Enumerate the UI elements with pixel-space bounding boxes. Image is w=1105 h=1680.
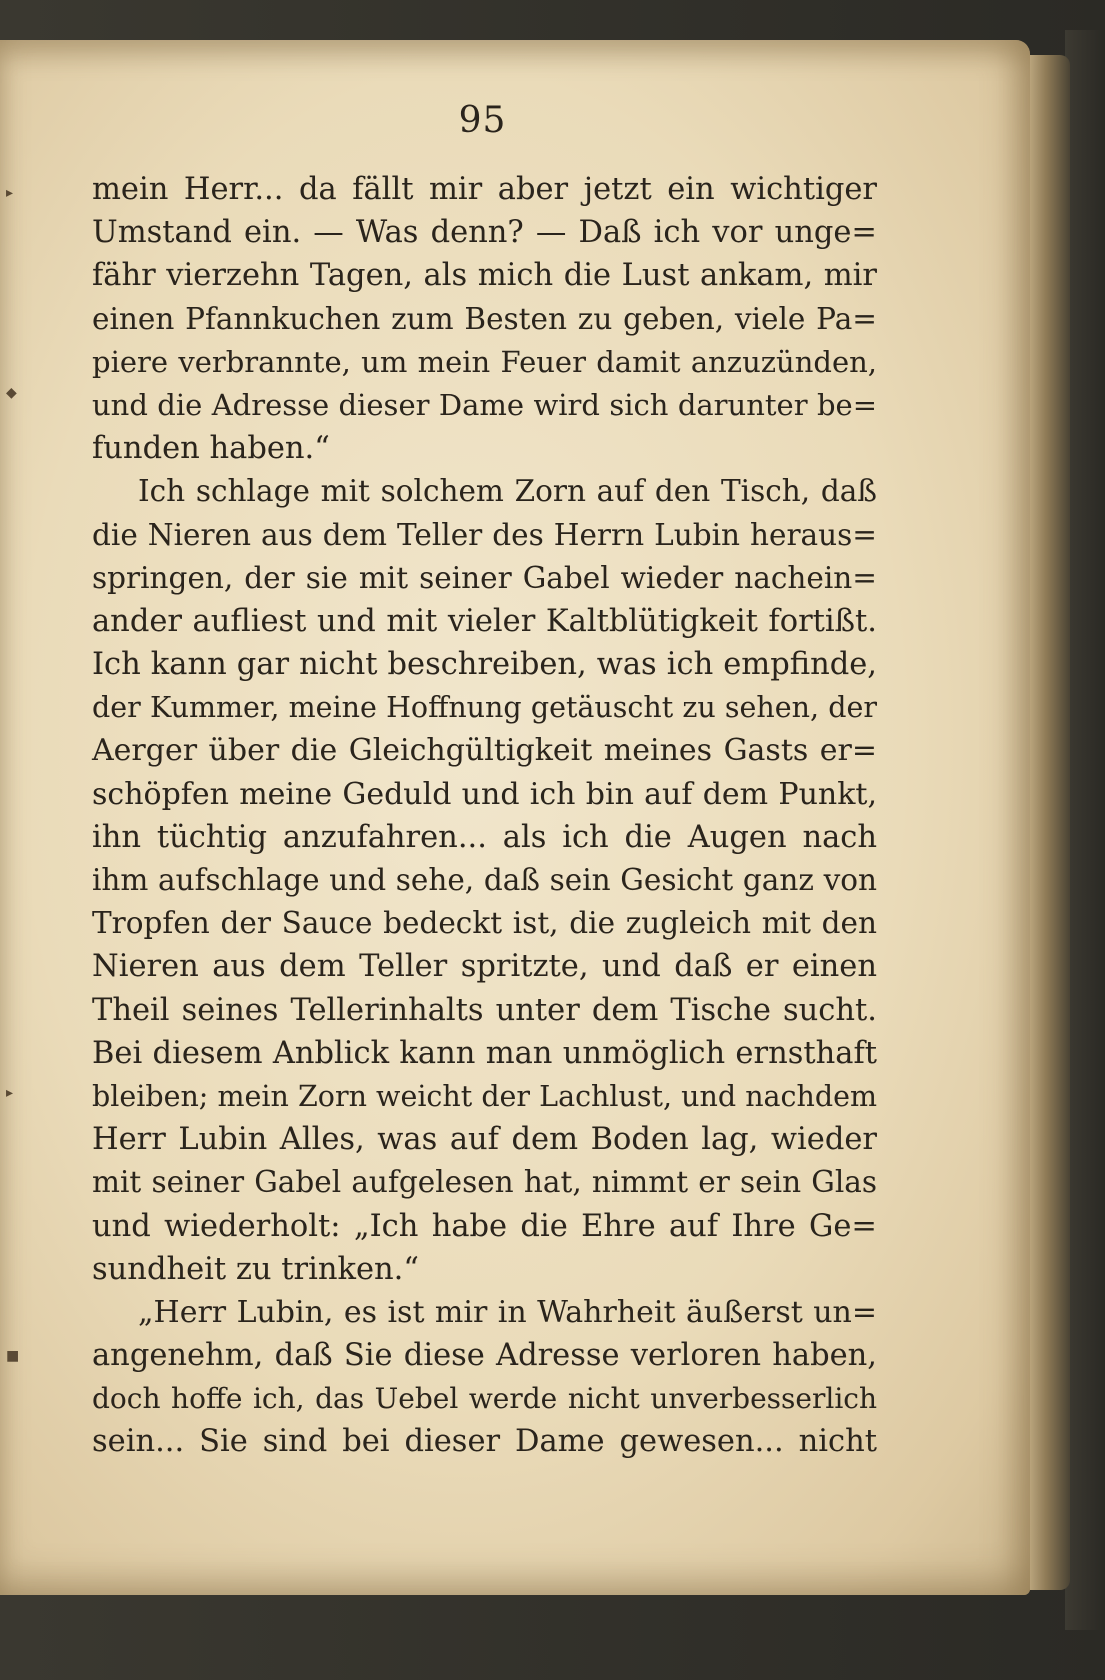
text-line: doch hoffe ich, das Uebel werde nicht unverbesserlich: [92, 1382, 877, 1416]
text-line: ihm aufschlage und sehe, daß sein Gesicht ganz von: [92, 863, 877, 897]
text-line: einen Pfannkuchen zum Besten zu geben, viele Pa=: [92, 301, 877, 336]
text-line: Ich schlage mit solchem Zorn auf den Tisch, daß: [138, 474, 877, 509]
text-line: sundheit zu trinken.“: [92, 1251, 419, 1287]
text-line: Theil seines Tellerinhalts unter dem Tische sucht.: [92, 992, 877, 1028]
margin-mark: ◆: [6, 385, 17, 401]
book-cover-edge: [1065, 30, 1105, 1630]
text-line: Herr Lubin Alles, was auf dem Boden lag, wieder: [92, 1122, 877, 1158]
text-line: mit seiner Gabel aufgelesen hat, nimmt er sein Glas: [92, 1165, 877, 1200]
text-line: mein Herr... da fällt mir aber jetzt ein wichtiger: [92, 172, 877, 207]
margin-mark: ▸: [6, 1085, 14, 1101]
text-line: funden haben.“: [92, 431, 330, 467]
text-line: die Nieren aus dem Teller des Herrn Lubin heraus=: [92, 517, 877, 552]
margin-mark: ▸: [6, 185, 14, 201]
text-line: fähr vierzehn Tagen, als mich die Lust ankam, mir: [92, 258, 877, 294]
text-line: Umstand ein. — Was denn? — Daß ich vor unge=: [92, 215, 877, 251]
text-line: piere verbrannte, um mein Feuer damit anzuzünden,: [92, 344, 877, 379]
text-line: sein... Sie sind bei dieser Dame gewesen... nicht: [92, 1424, 877, 1460]
text-line: angenehm, daß Sie diese Adresse verloren haben,: [92, 1338, 877, 1374]
text-line: und wiederholt: „Ich habe die Ehre auf Ihre Ge=: [92, 1208, 877, 1244]
body-text: [92, 168, 877, 1464]
text-line: Aerger über die Gleichgültigkeit meines Gasts er=: [92, 733, 877, 769]
page-stack-edge: [1030, 55, 1070, 1590]
text-line: Bei diesem Anblick kann man unmöglich ernsthaft: [92, 1035, 877, 1071]
text-line: springen, der sie mit seiner Gabel wieder nachein=: [92, 560, 877, 595]
margin-mark: ■: [6, 1348, 20, 1364]
text-line: Nieren aus dem Teller spritzte, und daß er einen: [92, 949, 877, 985]
text-line: der Kummer, meine Hoffnung getäuscht zu sehen, der: [92, 691, 877, 725]
text-line: „Herr Lubin, es ist mir in Wahrheit äußerst un=: [138, 1294, 877, 1330]
text-line: bleiben; mein Zorn weicht der Lachlust, und nachdem: [92, 1079, 877, 1113]
page-number: 95: [458, 100, 507, 141]
text-line: und die Adresse dieser Dame wird sich darunter be=: [92, 387, 877, 422]
text-line: ander aufliest und mit vieler Kaltblütigkeit fortißt.: [92, 603, 877, 639]
text-line: Tropfen der Sauce bedeckt ist, die zugleich mit den: [92, 906, 877, 941]
text-line: ihn tüchtig anzufahren... als ich die Augen nach: [92, 819, 877, 855]
text-line: Ich kann gar nicht beschreiben, was ich empfinde,: [92, 647, 877, 683]
text-line: schöpfen meine Geduld und ich bin auf dem Punkt,: [92, 776, 877, 812]
